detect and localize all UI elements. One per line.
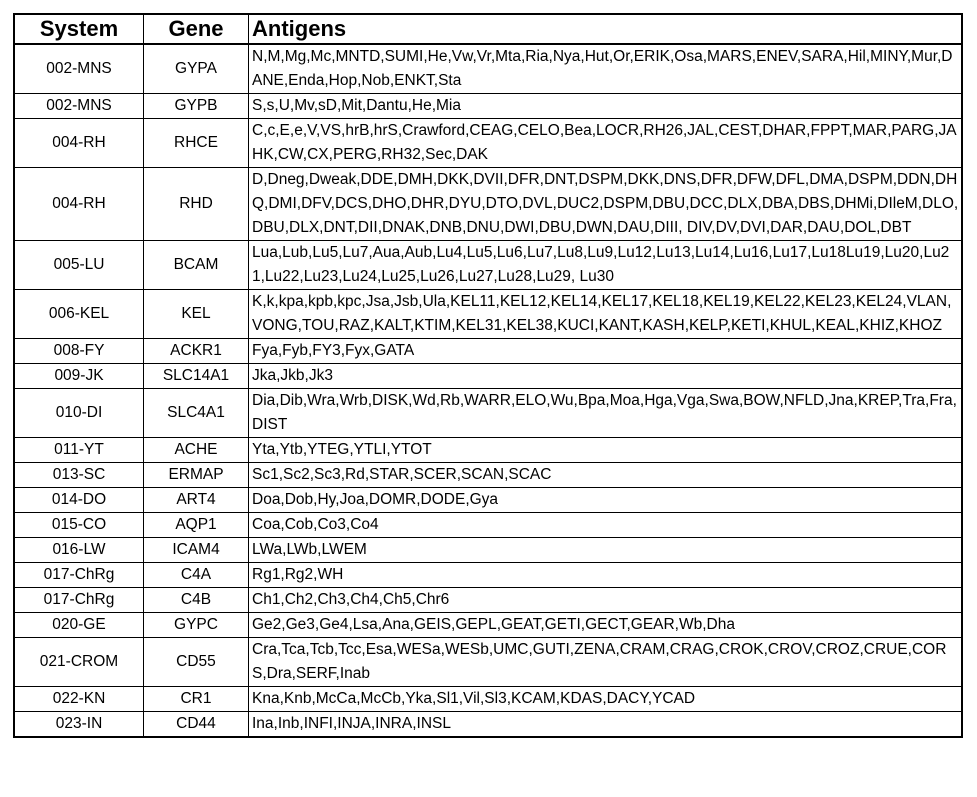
gene-cell: ICAM4 [144,538,249,563]
antigens-cell: Coa,Cob,Co3,Co4 [249,513,963,538]
system-cell: 011-YT [14,438,144,463]
gene-cell: GYPA [144,44,249,94]
table-row [14,712,962,738]
blood-group-antigen-table [13,13,963,738]
table-row [14,613,962,638]
antigens-cell: S,s,U,Mv,sD,Mit,Dantu,He,Mia [249,94,963,119]
gene-cell: RHD [144,168,249,241]
gene-cell: AQP1 [144,513,249,538]
header-row [14,14,962,44]
system-cell: 016-LW [14,538,144,563]
system-cell: 006-KEL [14,290,144,339]
gene-cell: SLC14A1 [144,364,249,389]
system-cell: 002-MNS [14,94,144,119]
table-row [14,241,962,290]
gene-cell: C4B [144,588,249,613]
header-system: System [14,14,144,44]
system-cell: 010-DI [14,389,144,438]
gene-cell: CD55 [144,638,249,687]
antigens-cell: D,Dneg,Dweak,DDE,DMH,DKK,DVII,DFR,DNT,DSPM,DKK,DNS,DFR,DFW,DFL,DMA,DSPM,DDN,DHQ,DMI,DFV,DCS,DHO,DHR,DYU,DTO,DVL,DUC2,DSPM,DBU,DCC,DLX,DBA,DBS,DHMi,DIleM,DLO,DBU,DLX,DNT,DII,DNAK,DNB,DNU,DWI,DBU,DWN,DAU,DIII, DIV,DV,DVI,DAR,DAU,DOL,DBT [249,168,963,241]
table-row [14,290,962,339]
antigens-cell: Ch1,Ch2,Ch3,Ch4,Ch5,Chr6 [249,588,963,613]
antigens-cell: LWa,LWb,LWEM [249,538,963,563]
gene-cell: ACHE [144,438,249,463]
system-cell: 009-JK [14,364,144,389]
table-header [14,14,962,44]
system-cell: 014-DO [14,488,144,513]
header-gene: Gene [144,14,249,44]
table-row [14,463,962,488]
gene-cell: RHCE [144,119,249,168]
antigens-cell: Fya,Fyb,FY3,Fyx,GATA [249,339,963,364]
antigens-cell: K,k,kpa,kpb,kpc,Jsa,Jsb,Ula,KEL11,KEL12,KEL14,KEL17,KEL18,KEL19,KEL22,KEL23,KEL24,VLAN,VONG,TOU,RAZ,KALT,KTIM,KEL31,KEL38,KUCI,KANT,KASH,KELP,KETI,KHUL,KEAL,KHIZ,KHOZ [249,290,963,339]
table-row [14,339,962,364]
antigens-cell: Ge2,Ge3,Ge4,Lsa,Ana,GEIS,GEPL,GEAT,GETI,GECT,GEAR,Wb,Dha [249,613,963,638]
table-row [14,168,962,241]
table-row [14,119,962,168]
antigens-cell: N,M,Mg,Mc,MNTD,SUMI,He,Vw,Vr,Mta,Ria,Nya,Hut,Or,ERIK,Osa,MARS,ENEV,SARA,Hil,MINY,Mur,DANE,Enda,Hop,Nob,ENKT,Sta [249,44,963,94]
gene-cell: GYPB [144,94,249,119]
gene-cell: ART4 [144,488,249,513]
gene-cell: CD44 [144,712,249,738]
table-row [14,638,962,687]
system-cell: 020-GE [14,613,144,638]
table-row [14,538,962,563]
system-cell: 017-ChRg [14,588,144,613]
gene-cell: ERMAP [144,463,249,488]
table-row [14,488,962,513]
antigens-cell: Dia,Dib,Wra,Wrb,DISK,Wd,Rb,WARR,ELO,Wu,Bpa,Moa,Hga,Vga,Swa,BOW,NFLD,Jna,KREP,Tra,Fra,DIST [249,389,963,438]
antigens-cell: Rg1,Rg2,WH [249,563,963,588]
antigens-cell: Yta,Ytb,YTEG,YTLI,YTOT [249,438,963,463]
gene-cell: C4A [144,563,249,588]
antigens-cell: Ina,Inb,INFI,INJA,INRA,INSL [249,712,963,738]
table-row [14,438,962,463]
system-cell: 004-RH [14,168,144,241]
system-cell: 021-CROM [14,638,144,687]
system-cell: 022-KN [14,687,144,712]
system-cell: 015-CO [14,513,144,538]
header-antigens: Antigens [249,14,963,44]
gene-cell: ACKR1 [144,339,249,364]
table-row [14,389,962,438]
system-cell: 005-LU [14,241,144,290]
table-row [14,563,962,588]
table-row [14,513,962,538]
system-cell: 004-RH [14,119,144,168]
system-cell: 017-ChRg [14,563,144,588]
table-body [14,44,962,737]
antigens-cell: Doa,Dob,Hy,Joa,DOMR,DODE,Gya [249,488,963,513]
antigens-cell: Kna,Knb,McCa,McCb,Yka,Sl1,Vil,Sl3,KCAM,KDAS,DACY,YCAD [249,687,963,712]
table-row [14,687,962,712]
antigens-cell: C,c,E,e,V,VS,hrB,hrS,Crawford,CEAG,CELO,Bea,LOCR,RH26,JAL,CEST,DHAR,FPPT,MAR,PARG,JAHK,CW,CX,PERG,RH32,Sec,DAK [249,119,963,168]
table-row [14,364,962,389]
gene-cell: GYPC [144,613,249,638]
table-row [14,44,962,94]
table-row [14,588,962,613]
antigens-cell: Lua,Lub,Lu5,Lu7,Aua,Aub,Lu4,Lu5,Lu6,Lu7,Lu8,Lu9,Lu12,Lu13,Lu14,Lu16,Lu17,Lu18Lu19,Lu20,Lu21,Lu22,Lu23,Lu24,Lu25,Lu26,Lu27,Lu28,Lu29, Lu30 [249,241,963,290]
antigens-cell: Sc1,Sc2,Sc3,Rd,STAR,SCER,SCAN,SCAC [249,463,963,488]
system-cell: 013-SC [14,463,144,488]
gene-cell: KEL [144,290,249,339]
system-cell: 023-IN [14,712,144,738]
gene-cell: CR1 [144,687,249,712]
antigens-cell: Cra,Tca,Tcb,Tcc,Esa,WESa,WESb,UMC,GUTI,ZENA,CRAM,CRAG,CROK,CROV,CROZ,CRUE,CORS,Dra,SERF,Inab [249,638,963,687]
gene-cell: SLC4A1 [144,389,249,438]
system-cell: 008-FY [14,339,144,364]
antigens-cell: Jka,Jkb,Jk3 [249,364,963,389]
gene-cell: BCAM [144,241,249,290]
table-row [14,94,962,119]
system-cell: 002-MNS [14,44,144,94]
